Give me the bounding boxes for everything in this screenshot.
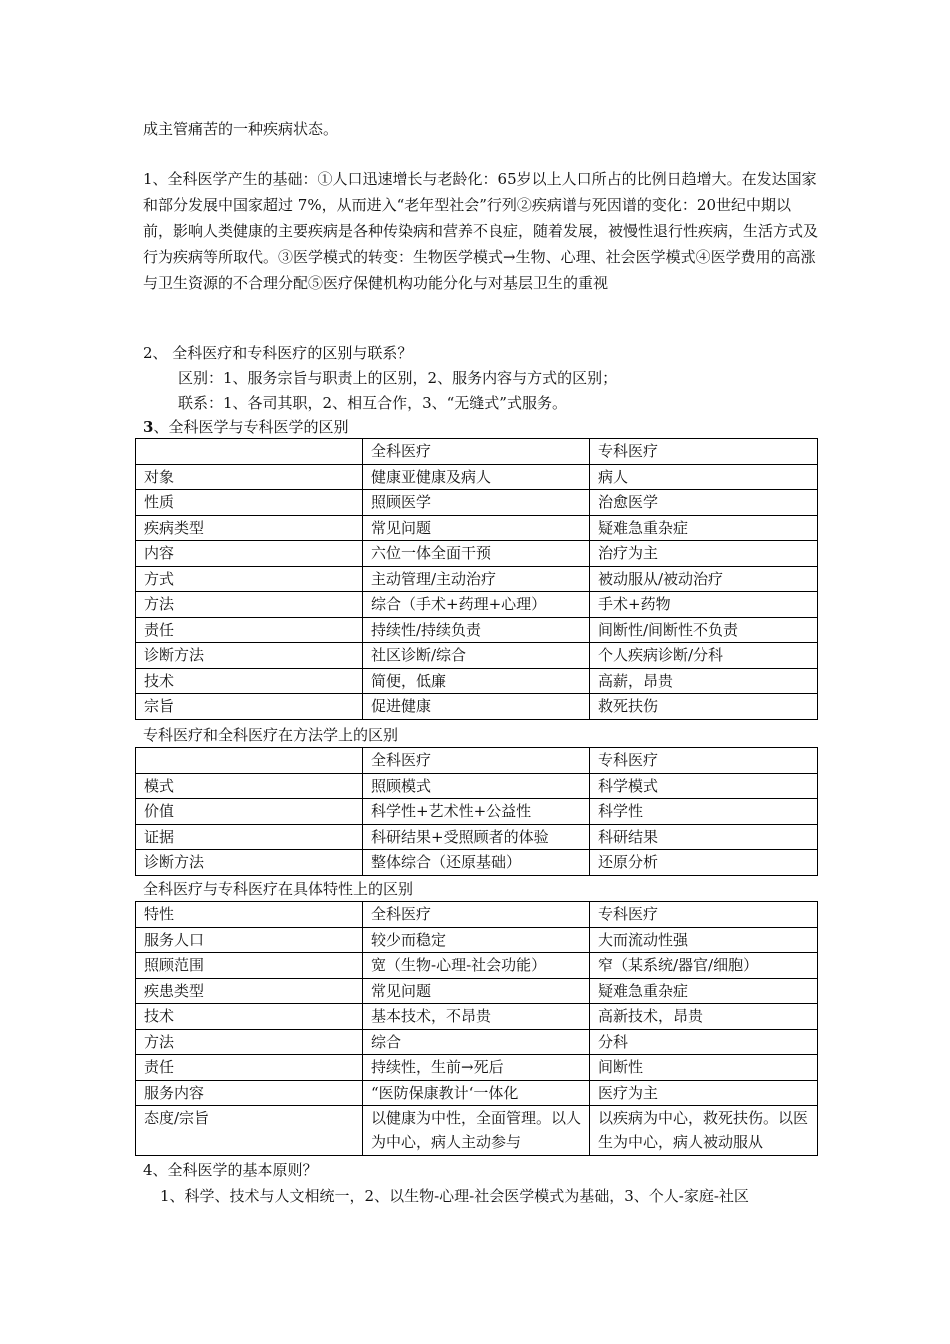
table-cell: 还原分析 (590, 850, 818, 876)
table-cell: 救死扶伤 (590, 694, 818, 720)
section2-relation: 联系：1、各司其职，2、相互合作，3、“无缝式”式服务。 (178, 394, 567, 412)
table-cell: 责任 (136, 617, 363, 643)
table-cell: 诊断方法 (136, 850, 363, 876)
table-header-row (136, 439, 818, 465)
table-cell: 间断性 (590, 1055, 818, 1081)
table-row (136, 953, 818, 979)
table-cell: 对象 (136, 464, 363, 490)
table-row (136, 617, 818, 643)
table-cell: 个人疾病诊断/分科 (590, 643, 818, 669)
table-row (136, 694, 818, 720)
table-cell: 价值 (136, 799, 363, 825)
table-row (136, 978, 818, 1004)
table-cell: 方法 (136, 1029, 363, 1055)
table-cell: 方法 (136, 592, 363, 618)
header-cell: 专科医疗 (590, 439, 818, 465)
section2-difference: 区别：1、服务宗旨与职责上的区别，2、服务内容与方式的区别； (178, 369, 618, 387)
table-cell: 治愈医学 (590, 490, 818, 516)
table-row (136, 464, 818, 490)
intro-line: 成主管痛苦的一种疾病状态。 (143, 120, 339, 138)
table-cell: 照顾范围 (136, 953, 363, 979)
table-cell: 服务人口 (136, 927, 363, 953)
section1-paragraph: 1、全科医学产生的基础：①人口迅速增长与老龄化：65岁以上人口所占的比例日趋增大。在发达国家和部分发展中国家超过 7%，从而进入“老年型社会”行列②疾病谱与死因谱的变化：20世纪中期以前，影响人类健康的主要疾病是各种传染病和营养不良症，随着发展，被慢性退行性疾病，生活方式及行为疾病等所取代。③医学模式的转变：生物医学模式→生物、心理、社会医学模式④医学费用的高涨与卫生资源的不合理分配⑤医疗保健机构功能分化与对基层卫生的重视 (143, 170, 819, 292)
table-row (136, 515, 818, 541)
header-cell: 全科医疗 (363, 439, 590, 465)
table-row (136, 490, 818, 516)
table-cell: 照顾医学 (363, 490, 590, 516)
comparison-table (135, 438, 818, 720)
table-row (136, 799, 818, 825)
methodology-table (135, 747, 818, 876)
table-cell: 促进健康 (363, 694, 590, 720)
table-cell: 常见问题 (363, 978, 590, 1004)
table-cell: “医防保康教计‘一体化 (363, 1080, 590, 1106)
table-cell: 高新技术，昂贵 (590, 1004, 818, 1030)
table-cell: 技术 (136, 668, 363, 694)
table-row (136, 1029, 818, 1055)
table-cell: 疑难急重杂症 (590, 515, 818, 541)
section3-title (143, 414, 348, 440)
table-cell: 性质 (136, 490, 363, 516)
table-cell: 责任 (136, 1055, 363, 1081)
table-cell: 模式 (136, 773, 363, 799)
table-row (136, 1106, 818, 1156)
table-row (136, 1080, 818, 1106)
table-row (136, 1055, 818, 1081)
table-cell: 持续性，生前→死后 (363, 1055, 590, 1081)
table-cell: 持续性/持续负责 (363, 617, 590, 643)
table-cell: 疾病类型 (136, 515, 363, 541)
table-cell: 手术+药物 (590, 592, 818, 618)
table-cell: 服务内容 (136, 1080, 363, 1106)
table-cell: 被动服从/被动治疗 (590, 566, 818, 592)
table-cell: 治疗为主 (590, 541, 818, 567)
table-cell: 整体综合（还原基础） (363, 850, 590, 876)
table-cell: 以健康为中性，全面管理。以人为中心，病人主动参与 (363, 1106, 590, 1156)
table-row (136, 643, 818, 669)
table-cell: 科学性+艺术性+公益性 (363, 799, 590, 825)
header-cell (136, 439, 363, 465)
table-cell: 六位一体全面干预 (363, 541, 590, 567)
table-cell: 疾患类型 (136, 978, 363, 1004)
header-cell: 专科医疗 (590, 748, 818, 774)
table2-caption: 专科医疗和全科医疗在方法学上的区别 (143, 726, 399, 744)
table-cell: 技术 (136, 1004, 363, 1030)
table-cell: 诊断方法 (136, 643, 363, 669)
header-cell: 全科医疗 (363, 902, 590, 928)
table-row (136, 850, 818, 876)
section2-title: 2、 全科医疗和专科医疗的区别与联系？ (143, 344, 413, 362)
table-cell: 态度/宗旨 (136, 1106, 363, 1156)
table-row (136, 824, 818, 850)
table-cell: 疑难急重杂症 (590, 978, 818, 1004)
table-cell: 主动管理/主动治疗 (363, 566, 590, 592)
section3-title-text: 、全科医学与专科医学的区别 (153, 418, 349, 436)
table-cell: 间断性/间断性不负责 (590, 617, 818, 643)
table-cell: 科研结果 (590, 824, 818, 850)
table-cell: 证据 (136, 824, 363, 850)
table-row (136, 1004, 818, 1030)
table-header-row (136, 748, 818, 774)
table-cell: 宽（生物-心理-社会功能） (363, 953, 590, 979)
section4-line1: 1、科学、技术与人文相统一，2、以生物-心理-社会医学模式为基础，3、个人-家庭-社区 (160, 1187, 749, 1205)
table-cell: 病人 (590, 464, 818, 490)
characteristics-table (135, 901, 818, 1156)
table-cell: 综合（手术+药理+心理） (363, 592, 590, 618)
table-cell: 科研结果+受照顾者的体验 (363, 824, 590, 850)
section3-title-number: 3 (143, 418, 154, 436)
table-cell: 照顾模式 (363, 773, 590, 799)
table-cell: 宗旨 (136, 694, 363, 720)
table-row (136, 773, 818, 799)
table-cell: 高薪，昂贵 (590, 668, 818, 694)
table-cell: 健康亚健康及病人 (363, 464, 590, 490)
table-cell: 科学性 (590, 799, 818, 825)
table-cell: 以疾病为中心，救死扶伤。以医生为中心，病人被动服从 (590, 1106, 818, 1156)
table-row (136, 668, 818, 694)
section4-title: 4、全科医学的基本原则？ (143, 1161, 318, 1179)
table-cell: 窄（某系统/器官/细胞） (590, 953, 818, 979)
table-cell: 医疗为主 (590, 1080, 818, 1106)
table-cell: 基本技术，不昂贵 (363, 1004, 590, 1030)
table-cell: 分科 (590, 1029, 818, 1055)
table-row (136, 566, 818, 592)
table-cell: 内容 (136, 541, 363, 567)
header-cell: 特性 (136, 902, 363, 928)
table-row (136, 927, 818, 953)
table-cell: 科学模式 (590, 773, 818, 799)
table-cell: 简便，低廉 (363, 668, 590, 694)
table-header-row (136, 902, 818, 928)
table-cell: 较少而稳定 (363, 927, 590, 953)
header-cell: 专科医疗 (590, 902, 818, 928)
table-row (136, 541, 818, 567)
table-cell: 大而流动性强 (590, 927, 818, 953)
table-cell: 综合 (363, 1029, 590, 1055)
table-row (136, 592, 818, 618)
header-cell: 全科医疗 (363, 748, 590, 774)
table-cell: 常见问题 (363, 515, 590, 541)
header-cell (136, 748, 363, 774)
table3-caption: 全科医疗与专科医疗在具体特性上的区别 (143, 880, 414, 898)
table-cell: 方式 (136, 566, 363, 592)
table-cell: 社区诊断/综合 (363, 643, 590, 669)
